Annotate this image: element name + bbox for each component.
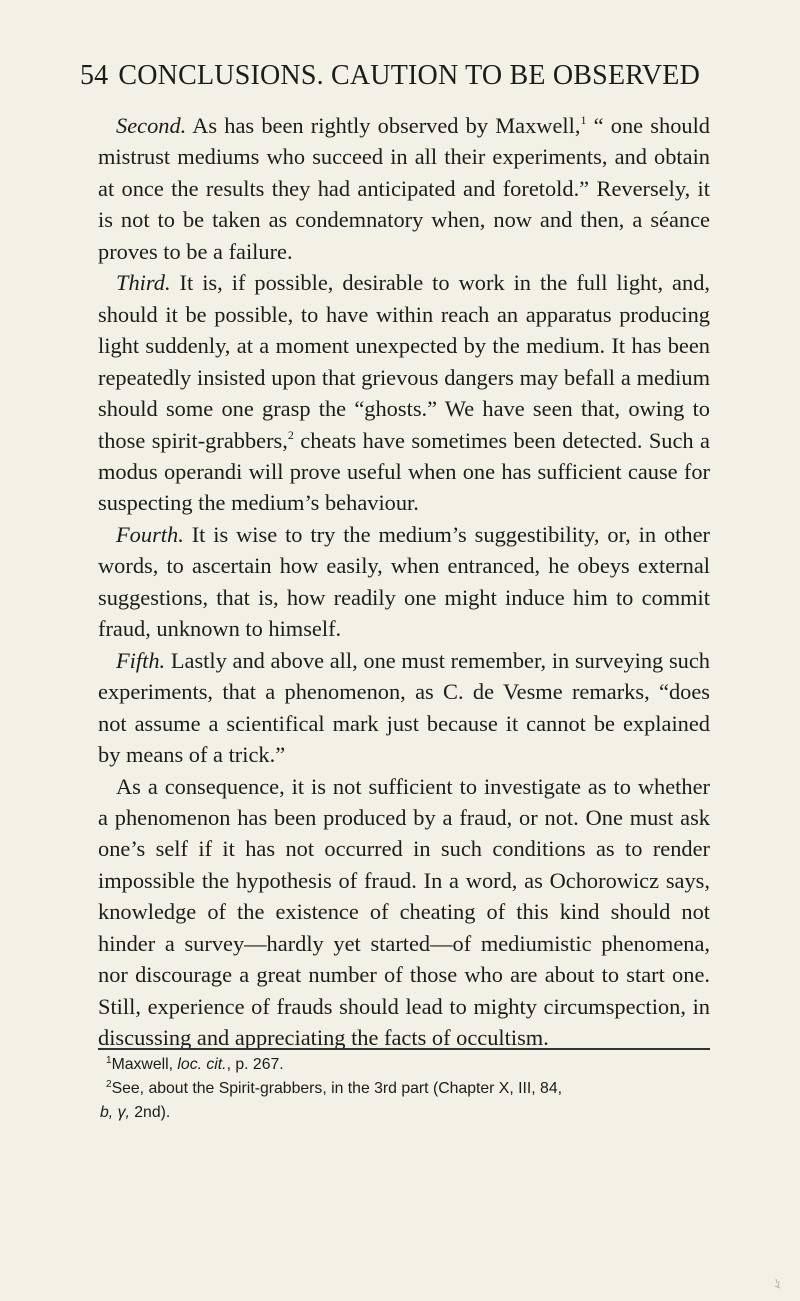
paragraph-label: Second. <box>116 113 187 138</box>
paragraph-label: Fifth. <box>116 647 166 673</box>
footnote-italic: b, γ, <box>100 1104 130 1121</box>
paragraph-second <box>98 110 710 267</box>
running-title: CONCLUSIONS. CAUTION TO BE OBSERVED <box>118 60 701 91</box>
footnote-ref: 2 <box>287 427 294 442</box>
paragraph-text: It is, if possible, desirable to work in the full light, and, should it be possible, to have within reach an apparatus producing light suddenly, at a moment unexpected by the medium. It has been repeatedly insisted upon that grievous dangers may befall a medium should some one grasp the “ghosts.” We have seen that, owing to those spirit-grabbers, <box>98 270 710 453</box>
footnote-mark: 1 <box>106 1055 112 1066</box>
footnote-2-continued <box>98 1101 710 1125</box>
paragraph-fourth <box>98 519 710 645</box>
footnotes <box>98 1053 710 1125</box>
running-header <box>0 60 800 92</box>
paragraph-text: cheats have sometimes been detected. Such a modus operandi will prove useful when one has sufficient cause for suspecting the medium’s behaviour. <box>98 427 710 516</box>
paragraph-text: As a consequence, it is not sufficient to investigate as to whether a phenomenon has been produced by a fraud, or not. One must ask one’s self if it has not occurred in such conditions as to render impossible the hypothesis of fraud. In a word, as Ochorowicz says, knowledge of the existence of cheating of this kind should not hinder a survey—hardly yet started—of mediumistic phenomena, nor discourage a great number of those who are about to start one. Still, experience of frauds should lead to mighty circumspection, in discussing and appreciating the facts of occultism. <box>98 773 710 1051</box>
paragraph-third <box>98 267 710 519</box>
body-text <box>98 110 710 1054</box>
paragraph-label: Third. <box>116 270 171 296</box>
paragraph-label: Fourth. <box>116 521 184 547</box>
paragraph-text: As has been rightly observed by Maxwell, <box>186 113 581 138</box>
footnote-divider <box>98 1048 710 1050</box>
footnote-italic: loc. cit. <box>177 1056 227 1073</box>
page-number: 54 <box>79 60 109 91</box>
footnote-1 <box>98 1053 710 1077</box>
footnote-text: Maxwell, <box>111 1056 178 1073</box>
footnote-ref: 1 <box>580 113 587 127</box>
paragraph-fifth <box>98 645 710 771</box>
paragraph-text: It is wise to try the medium’s suggestibility, or, in other words, to ascertain how easily, when entranced, he obeys external suggestions, that is, how readily one might induce him to commit fraud, unknown to himself. <box>98 521 710 642</box>
footnote-text: 2nd). <box>129 1104 171 1121</box>
footnote-2 <box>98 1077 710 1101</box>
paper-speck <box>774 1278 782 1290</box>
footnote-mark: 2 <box>106 1079 112 1090</box>
paragraph-text: Lastly and above all, one must remember, in surveying such experiments, that a phenomenon, as C. de Vesme remarks, “does not assume a scientifical mark just because it cannot be explained by means of a trick.” <box>98 647 710 768</box>
paragraph-text: “ one should mistrust mediums who succeed in all their experiments, and obtain at once the results they had anticipated and foretold.” Reversely, it is not to be taken as condemnatory when, now and then, a séance proves to be a failure. <box>98 113 710 264</box>
paragraph-consequence <box>98 771 710 1054</box>
footnote-text: See, about the Spirit-grabbers, in the 3rd part (Chapter X, III, 84, <box>111 1080 563 1097</box>
footnote-text: , p. 267. <box>226 1056 284 1073</box>
